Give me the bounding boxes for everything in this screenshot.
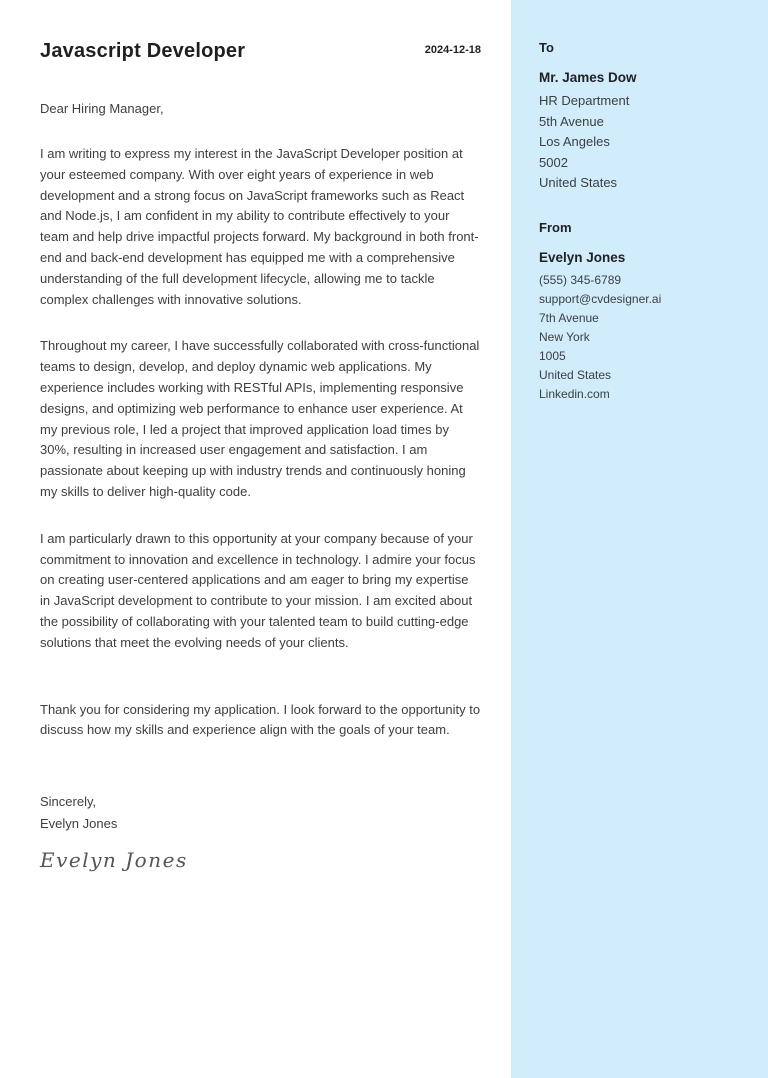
sender-block: [539, 220, 744, 404]
sender-detail-line: 1005: [539, 348, 566, 363]
closing-block: [40, 791, 481, 834]
sender-detail-line: support@cvdesigner.ai: [539, 291, 662, 306]
recipient-name: Mr. James Dow: [539, 70, 637, 85]
letter-paragraph: Thank you for considering my application. I look forward to the opportunity to discuss how my skills and experience align with the goals of your team.: [40, 701, 481, 738]
sender-detail-line: United States: [539, 367, 612, 382]
letter-paragraphs: [40, 144, 481, 741]
to-label: To: [539, 40, 554, 55]
signer-name: Evelyn Jones: [40, 815, 118, 831]
sender-detail-line: New York: [539, 329, 590, 344]
contact-sidebar: [511, 0, 768, 1078]
page-title: Javascript Developer: [40, 40, 246, 62]
recipient-block: [539, 40, 744, 194]
letter-paragraph: I am particularly drawn to this opportunity at your company because of your commitment to innovation and excellence in technology. I admire your focus on creating user-centered applications and am eager to bring my expertise in JavaScript development to contribute to your mission. I am excited about the possibility of collaborating with your talented team to build cutting-edge solutions that meet the evolving needs of your clients.: [40, 530, 476, 650]
greeting-line: Dear Hiring Manager,: [40, 101, 164, 116]
closing-word: Sincerely,: [40, 794, 97, 810]
recipient-detail-line: 5th Avenue: [539, 113, 604, 129]
handwritten-signature: Evelyn Jones: [40, 848, 188, 873]
sender-detail-line: (555) 345-6789: [539, 272, 622, 287]
sender-details: [539, 271, 744, 404]
letter-paragraph: I am writing to express my interest in the JavaScript Developer position at your esteemed company. With over eight years of experience in web development and a strong focus on JavaScript frameworks such as React and Node.js, I am confident in my ability to contribute effectively to your team and help drive impactful projects forward. My background in both front-end and back-end development has equipped me with a comprehensive understanding of the full development lifecycle, allowing me to tackle complex challenges with innovative solutions.: [40, 146, 479, 307]
letter-paragraph: Throughout my career, I have successfully collaborated with cross-functional teams to design, develop, and deploy dynamic web applications. My experience includes working with RESTful APIs, implementing responsive designs, and optimizing web performance to enhance user experience. At my previous role, I led a project that improved application load times by 30%, resulting in increased user engagement and satisfaction. I am passionate about keeping up with industry trends and continuously honing my skills to deliver high-quality code.: [40, 338, 480, 499]
sender-name: Evelyn Jones: [539, 249, 626, 265]
recipient-details: [539, 91, 744, 194]
recipient-detail-line: 5002: [539, 154, 568, 170]
from-label: From: [539, 219, 572, 235]
recipient-detail-line: Los Angeles: [539, 134, 610, 149]
recipient-detail-line: HR Department: [539, 93, 630, 108]
letter-date: 2024-12-18: [424, 44, 481, 56]
letter-header: [40, 40, 481, 63]
recipient-detail-line: United States: [539, 175, 618, 190]
sender-detail-line: Linkedin.com: [539, 386, 610, 401]
sender-detail-line: 7th Avenue: [539, 310, 599, 325]
